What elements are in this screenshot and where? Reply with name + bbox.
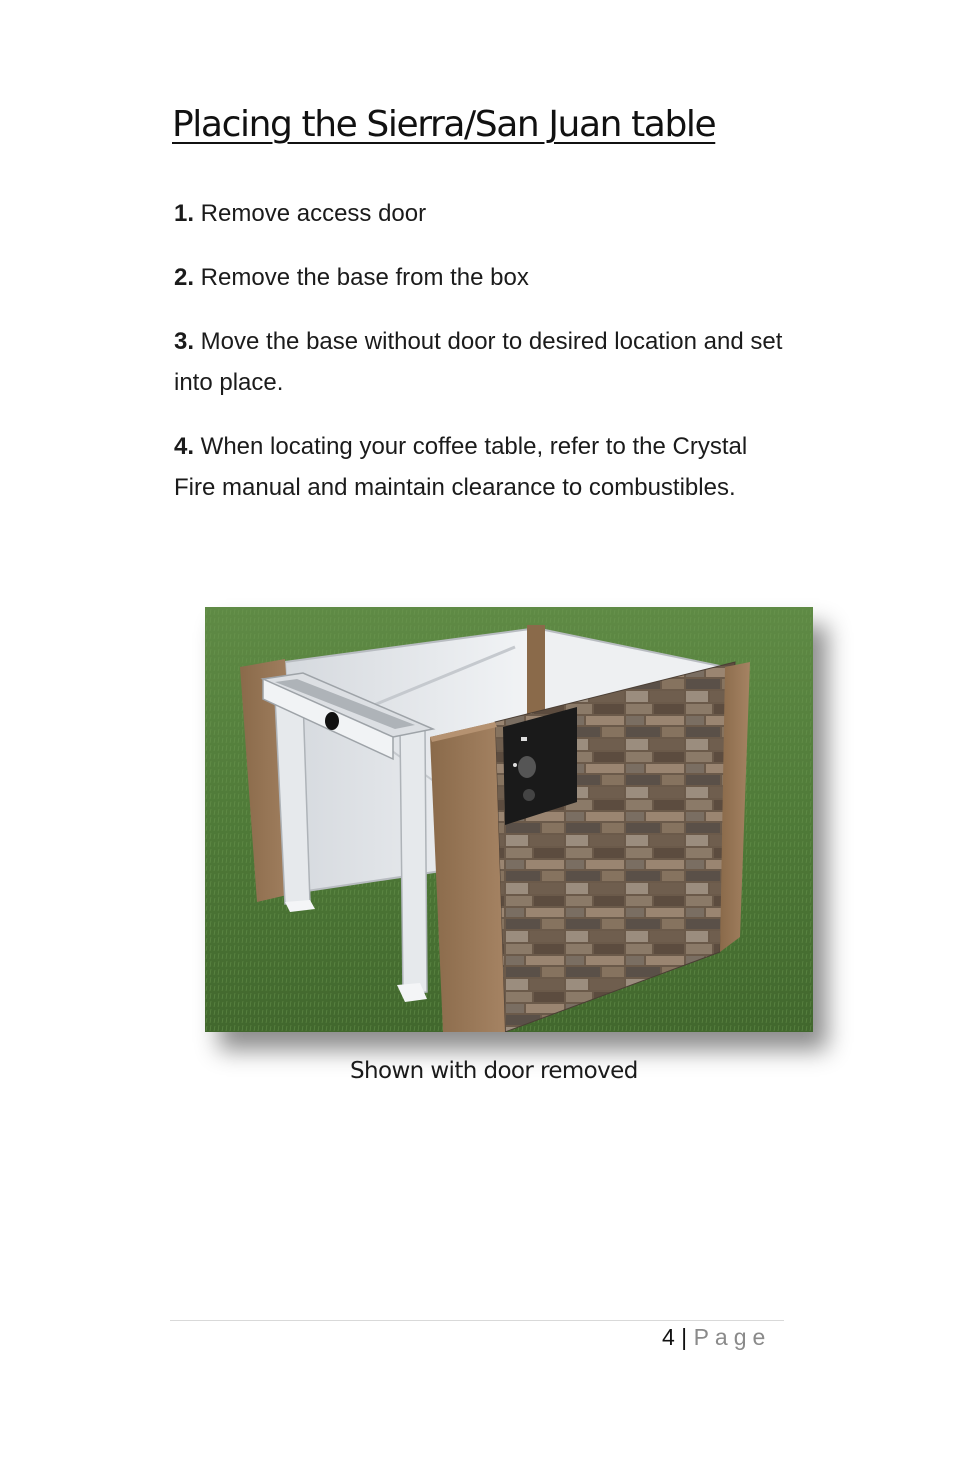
instruction-list (174, 193, 784, 531)
step-2 (174, 257, 784, 298)
step-3 (174, 321, 784, 403)
step-text: Remove the base from the box (194, 264, 529, 291)
step-number: 1. (174, 200, 195, 227)
footer-divider (170, 1320, 784, 1321)
page-label: Page (693, 1324, 772, 1350)
step-number: 4. (174, 433, 195, 460)
step-text: Move the base without door to desired location and set into place. (174, 328, 783, 396)
step-text: Remove access door (194, 200, 427, 227)
table-base-illustration (205, 607, 813, 1032)
page-footer (662, 1324, 771, 1351)
step-1 (174, 193, 784, 234)
figure-caption: Shown with door removed (350, 1058, 638, 1084)
step-number: 2. (174, 264, 195, 291)
page-number: 4 (662, 1324, 675, 1350)
step-text: When locating your coffee table, refer to the Crystal Fire manual and maintain clearance to combustibles. (174, 433, 748, 501)
step-4 (174, 426, 784, 508)
page-title: Placing the Sierra/San Juan table (172, 104, 716, 145)
step-number: 3. (174, 328, 195, 355)
footer-separator: | (674, 1324, 694, 1350)
